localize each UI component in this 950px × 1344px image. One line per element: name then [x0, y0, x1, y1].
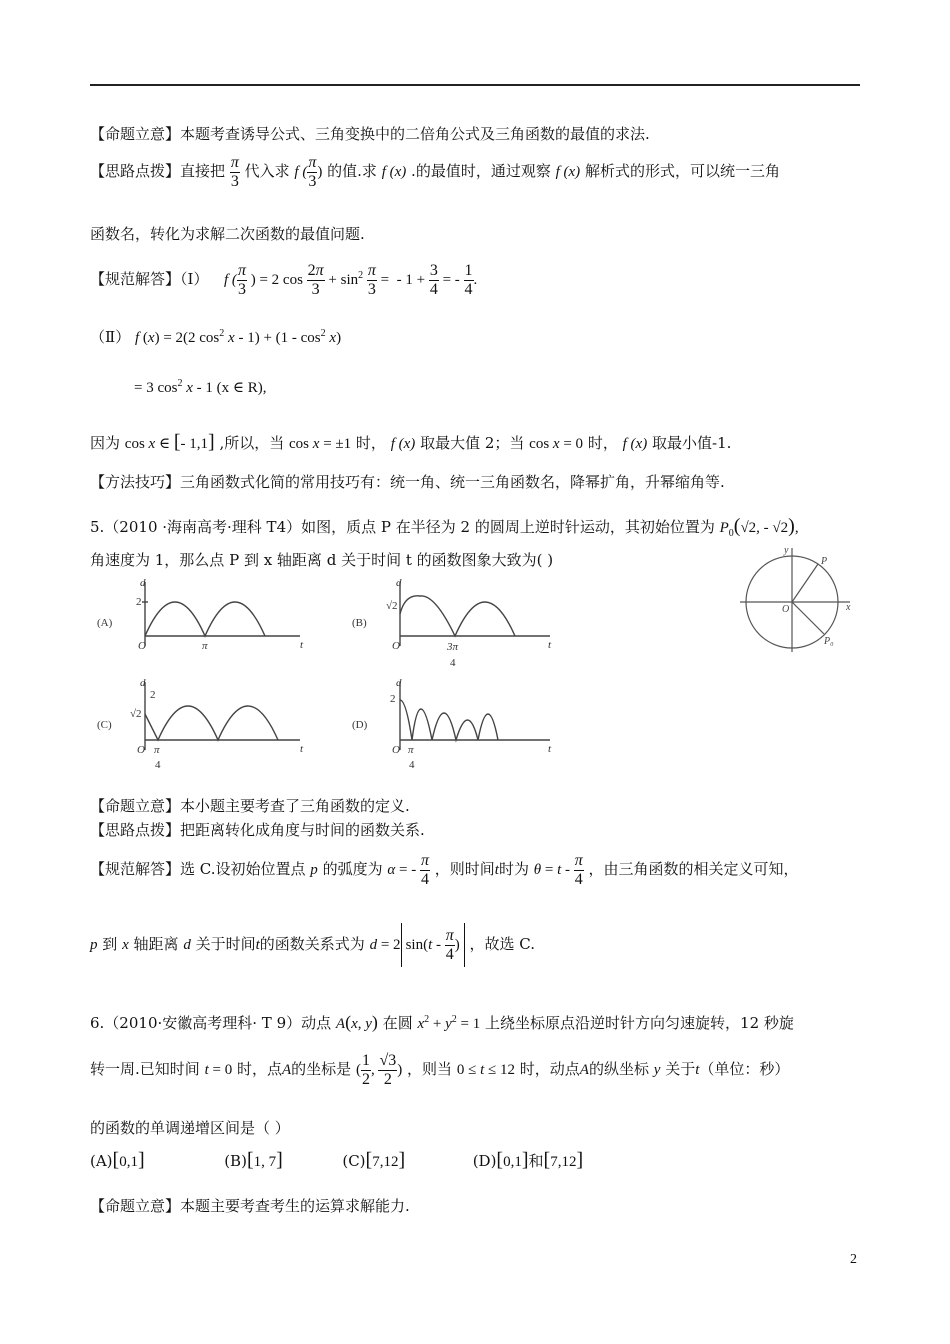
axis-label-t: t [548, 743, 552, 755]
solution-part2-cont [134, 374, 266, 398]
formula-eq-3: = - [438, 272, 464, 288]
method-line [90, 472, 725, 492]
formula-alpha: α = - [387, 862, 420, 878]
tick-label-2: 2 [136, 596, 142, 608]
tick-label-pi: π [154, 744, 160, 756]
q6-option-a: (A) [90, 1152, 113, 1170]
formula-eq: ) = 2 cos [246, 272, 307, 288]
symbol-p: p [90, 937, 98, 953]
q6-text-2f: 的纵坐标 [588, 1060, 649, 1078]
paren: ) [317, 164, 323, 180]
origin-label: O [137, 744, 145, 756]
formula-fx: f (x) [381, 164, 407, 180]
q6-text-2e: 时，动点 [519, 1060, 580, 1078]
tag-hint: 【思路点拨】 [90, 162, 181, 180]
symbol-a: A [282, 1062, 292, 1078]
q6-line-1 [90, 1006, 794, 1038]
when-min-text: 时， [587, 434, 618, 452]
tick-label-sqrt2: √2 [386, 600, 398, 612]
tag-method: 【方法技巧】 [90, 473, 181, 491]
q5-line-2: 角速度为 1，那么点 P 到 x 轴距离 d 关于时间 t 的函数图象大致为( ) [90, 551, 554, 569]
formula-range: cos x ∈ [- 1,1] [124, 431, 215, 453]
min-text: 取最小值-1. [652, 434, 732, 452]
symbol-t: t [494, 862, 499, 878]
fraction-pi-3: $\frac{\pi}{3}$ [237, 261, 246, 298]
tick-label-2: 2 [150, 689, 156, 701]
fraction-pi-3: $\frac{\pi}{3}$ [230, 153, 239, 190]
tick-label-4: 4 [450, 657, 456, 669]
q6-options [90, 1146, 583, 1176]
q5-circle-figure [738, 544, 858, 654]
label-p0: P₀ [824, 636, 834, 647]
interval-7-12: [7,12] [365, 1149, 406, 1171]
fraction-1-2: $\frac{1}{2}$ [361, 1051, 370, 1088]
comma: , [370, 1062, 379, 1078]
symbol-y: y [653, 1062, 661, 1078]
interval-0-1: [0,1] [496, 1149, 529, 1171]
axis-label-d: d [140, 677, 146, 689]
tag-hint: 【思路点拨】 [90, 821, 181, 839]
tag-solution: 【规范解答】 [90, 860, 181, 878]
header-rule [90, 84, 860, 86]
q6-text-2d: ，则当 [407, 1060, 453, 1078]
axis-label-t: t [548, 639, 552, 651]
because-line [90, 432, 731, 454]
hint-line-1 [90, 152, 780, 191]
fraction-pi-3: $\frac{\pi}{3}$ [367, 261, 376, 298]
q5-line-1 [90, 516, 799, 544]
axis-label-d: d [396, 577, 402, 589]
formula-abs-sin: sin(t - $\frac{\pi}{4}$ ) [401, 923, 465, 967]
q6-text-b: 在圆 [382, 1014, 413, 1032]
symbol-d: d [183, 937, 191, 953]
axis-label-t: t [300, 743, 304, 755]
symbol-t: t [255, 937, 260, 953]
so-text: ,所以，当 [219, 434, 285, 452]
tick-label-3pi: 3π [447, 641, 459, 653]
q5-hint-text: 把距离转化成角度与时间的函数关系. [180, 821, 425, 839]
formula-coords: ( [355, 1062, 361, 1078]
symbol-x: x [122, 937, 129, 953]
q5-intent-line [90, 796, 410, 816]
fraction-3-4: $\frac{3}{4}$ [429, 261, 438, 298]
tag-intent: 【命题立意】 [90, 125, 181, 143]
hint-text-b: 代入求 [244, 162, 290, 180]
symbol-t: t [695, 1062, 700, 1078]
hint-text-a: 直接把 [180, 162, 226, 180]
option-b-label: (B) [352, 617, 367, 629]
interval-1-7: [1, 7] [246, 1149, 283, 1171]
axis-label-t: t [300, 639, 304, 651]
method-text: 三角函数式化简的常用技巧有：统一角、统一三角函数名，降幂扩角，升幂缩角等. [180, 473, 725, 491]
formula-part2-result: = 3 $\cos^2 x - 1$ (x ∈ R), [134, 378, 267, 396]
period: . [473, 272, 478, 288]
solution-part1 [90, 256, 477, 300]
formula-a-xy: A(x, y) [335, 1012, 378, 1032]
tick-label-sqrt2: √2 [130, 708, 142, 720]
formula-fx: f (x) [555, 164, 581, 180]
tick-label-4: 4 [155, 759, 161, 771]
q5-sol-c: ，则时间 [434, 860, 495, 878]
q5-sol2-d: 的函数关系式为 [259, 935, 365, 953]
q5-sol2-e: ，故选 C. [469, 935, 536, 953]
origin-label: O [138, 640, 146, 652]
formula-part2: f (x) = 2(2 $\cos^2 x - 1) + (1 - \cos^2 x)$ [134, 328, 342, 346]
hint-text-e: 解析式的形式，可以统一三角 [584, 162, 780, 180]
symbol-a: A [579, 1062, 589, 1078]
q5-sol2-a: 到 [102, 935, 118, 953]
q5-solution-line-1 [90, 848, 799, 891]
formula-cos-0: cos x = 0 [529, 436, 584, 452]
interval-0-1: [0,1] [112, 1149, 145, 1171]
fraction-pi-3: $\frac{\pi}{3}$ [308, 153, 317, 190]
q5-sol-d: 时为 [498, 860, 529, 878]
label-p: P [821, 556, 828, 567]
q5-sol2-c: 关于时间 [195, 935, 256, 953]
formula-part1: f ( [224, 272, 237, 288]
formula-cos-pm1: cos x = ±1 [289, 436, 352, 452]
tick-label-pi: π [408, 744, 414, 756]
formula-d: d = 2 [369, 937, 401, 953]
option-c-label: (C) [97, 719, 112, 731]
part-label-1: （Ⅰ） [180, 270, 209, 288]
formula-p0: $P_0(√2$, - √2), [719, 515, 799, 539]
option-d-label: (D) [352, 719, 368, 731]
and-text: 和 [528, 1152, 544, 1170]
formula-circle: $x^2 + y^2 = 1$ [417, 1014, 481, 1032]
formula-fx: f (x) [622, 436, 648, 452]
tag-solution: 【规范解答】 [90, 270, 181, 288]
intent-line-1 [90, 124, 650, 144]
fraction-1-4: $\frac{1}{4}$ [464, 261, 473, 298]
because-text: 因为 [90, 434, 121, 452]
q6-text-2a: 转一周.已知时间 [90, 1060, 200, 1078]
hint-text-c: 的值.求 [327, 162, 377, 180]
axis-label-x: x [846, 602, 851, 613]
max-text: 取最大值 2；当 [420, 434, 525, 452]
symbol-p: p [310, 862, 318, 878]
q5-sol2-b: 轴距离 [133, 935, 179, 953]
interval-7-12: [7,12] [543, 1149, 584, 1171]
q6-text-c: 上绕坐标原点沿逆时针方向匀速旋转，12 秒旋 [485, 1014, 794, 1032]
formula-theta: θ = t - [533, 862, 574, 878]
tick-label-4: 4 [409, 759, 415, 771]
fraction-2pi-3: $\frac{2\pi}{3}$ [307, 261, 324, 298]
option-a-label: (A) [97, 617, 113, 629]
intent-text: 本题考查诱导公式、三角变换中的二倍角公式及三角函数的最值的求法. [180, 125, 650, 143]
tag-intent: 【命题立意】 [90, 1197, 181, 1215]
q6-option-b: (B) [224, 1152, 247, 1170]
q5-option-graphs [90, 574, 560, 780]
origin-label: O [782, 604, 790, 615]
q6-intent-line [90, 1196, 410, 1216]
formula-plus: + $\sin^2$ [324, 270, 364, 288]
q6-text-2g: 关于 [665, 1060, 696, 1078]
hint-text-d: .的最值时，通过观察 [411, 162, 551, 180]
formula-t-range: 0 ≤ t ≤ 12 [456, 1062, 515, 1078]
axis-label-d: d [396, 677, 402, 689]
q6-text-a: 6.（2010·安徽高考理科· T 9）动点 [90, 1014, 332, 1032]
q5-intent-text: 本小题主要考查了三角函数的定义. [180, 797, 410, 815]
paren: ) [397, 1062, 403, 1078]
origin-label: O [392, 640, 400, 652]
when-max-text: 时， [355, 434, 386, 452]
formula-t-0: t = 0 [204, 1062, 233, 1078]
part-label-2: （Ⅱ） [90, 328, 131, 346]
q6-line-3: 的函数的单调递增区间是（ ） [90, 1119, 290, 1137]
tick-label-2: 2 [390, 693, 396, 705]
origin-label: O [392, 744, 400, 756]
q6-intent-text: 本题主要考查考生的运算求解能力. [180, 1197, 410, 1215]
page-number: 2 [850, 1252, 857, 1267]
hint-line-2: 函数名，转化为求解二次函数的最值问题. [90, 225, 365, 243]
q5-hint-line [90, 820, 425, 840]
q6-line-2 [90, 1046, 789, 1093]
tag-intent: 【命题立意】 [90, 797, 181, 815]
fraction-sqrt3-2: $\frac{√3}{2}$ [379, 1051, 397, 1088]
q6-text-2h: （单位：秒） [699, 1060, 790, 1078]
q6-text-2c: 的坐标是 [291, 1060, 352, 1078]
formula-f-pi3: f ( [294, 164, 308, 180]
formula-fx: f (x) [390, 436, 416, 452]
q5-text-1: 5.（2010 ·海南高考·理科 T4）如图，质点 P 在半径为 2 的圆周上逆时针运动，其初始位置为 [90, 518, 715, 536]
q5-sol-b: 的弧度为 [322, 860, 383, 878]
q5-solution-line-2 [90, 922, 535, 967]
q5-sol-a: 选 C.设初始位置点 [180, 860, 306, 878]
q5-sol-e: ，由三角函数的相关定义可知， [588, 860, 799, 878]
q6-option-d: (D) [472, 1152, 497, 1170]
axis-label-y: y [784, 545, 789, 556]
q6-option-c: (C) [342, 1152, 366, 1170]
fraction-pi-4: $\frac{\pi}{4}$ [420, 851, 429, 888]
tick-label-pi: π [202, 640, 208, 652]
formula-eq-2: = - 1 + [376, 272, 429, 288]
solution-part2 [90, 324, 341, 348]
q6-text-2b: 时，点 [236, 1060, 282, 1078]
axis-label-d: d [140, 577, 146, 589]
fraction-pi-4: $\frac{\pi}{4}$ [574, 851, 583, 888]
